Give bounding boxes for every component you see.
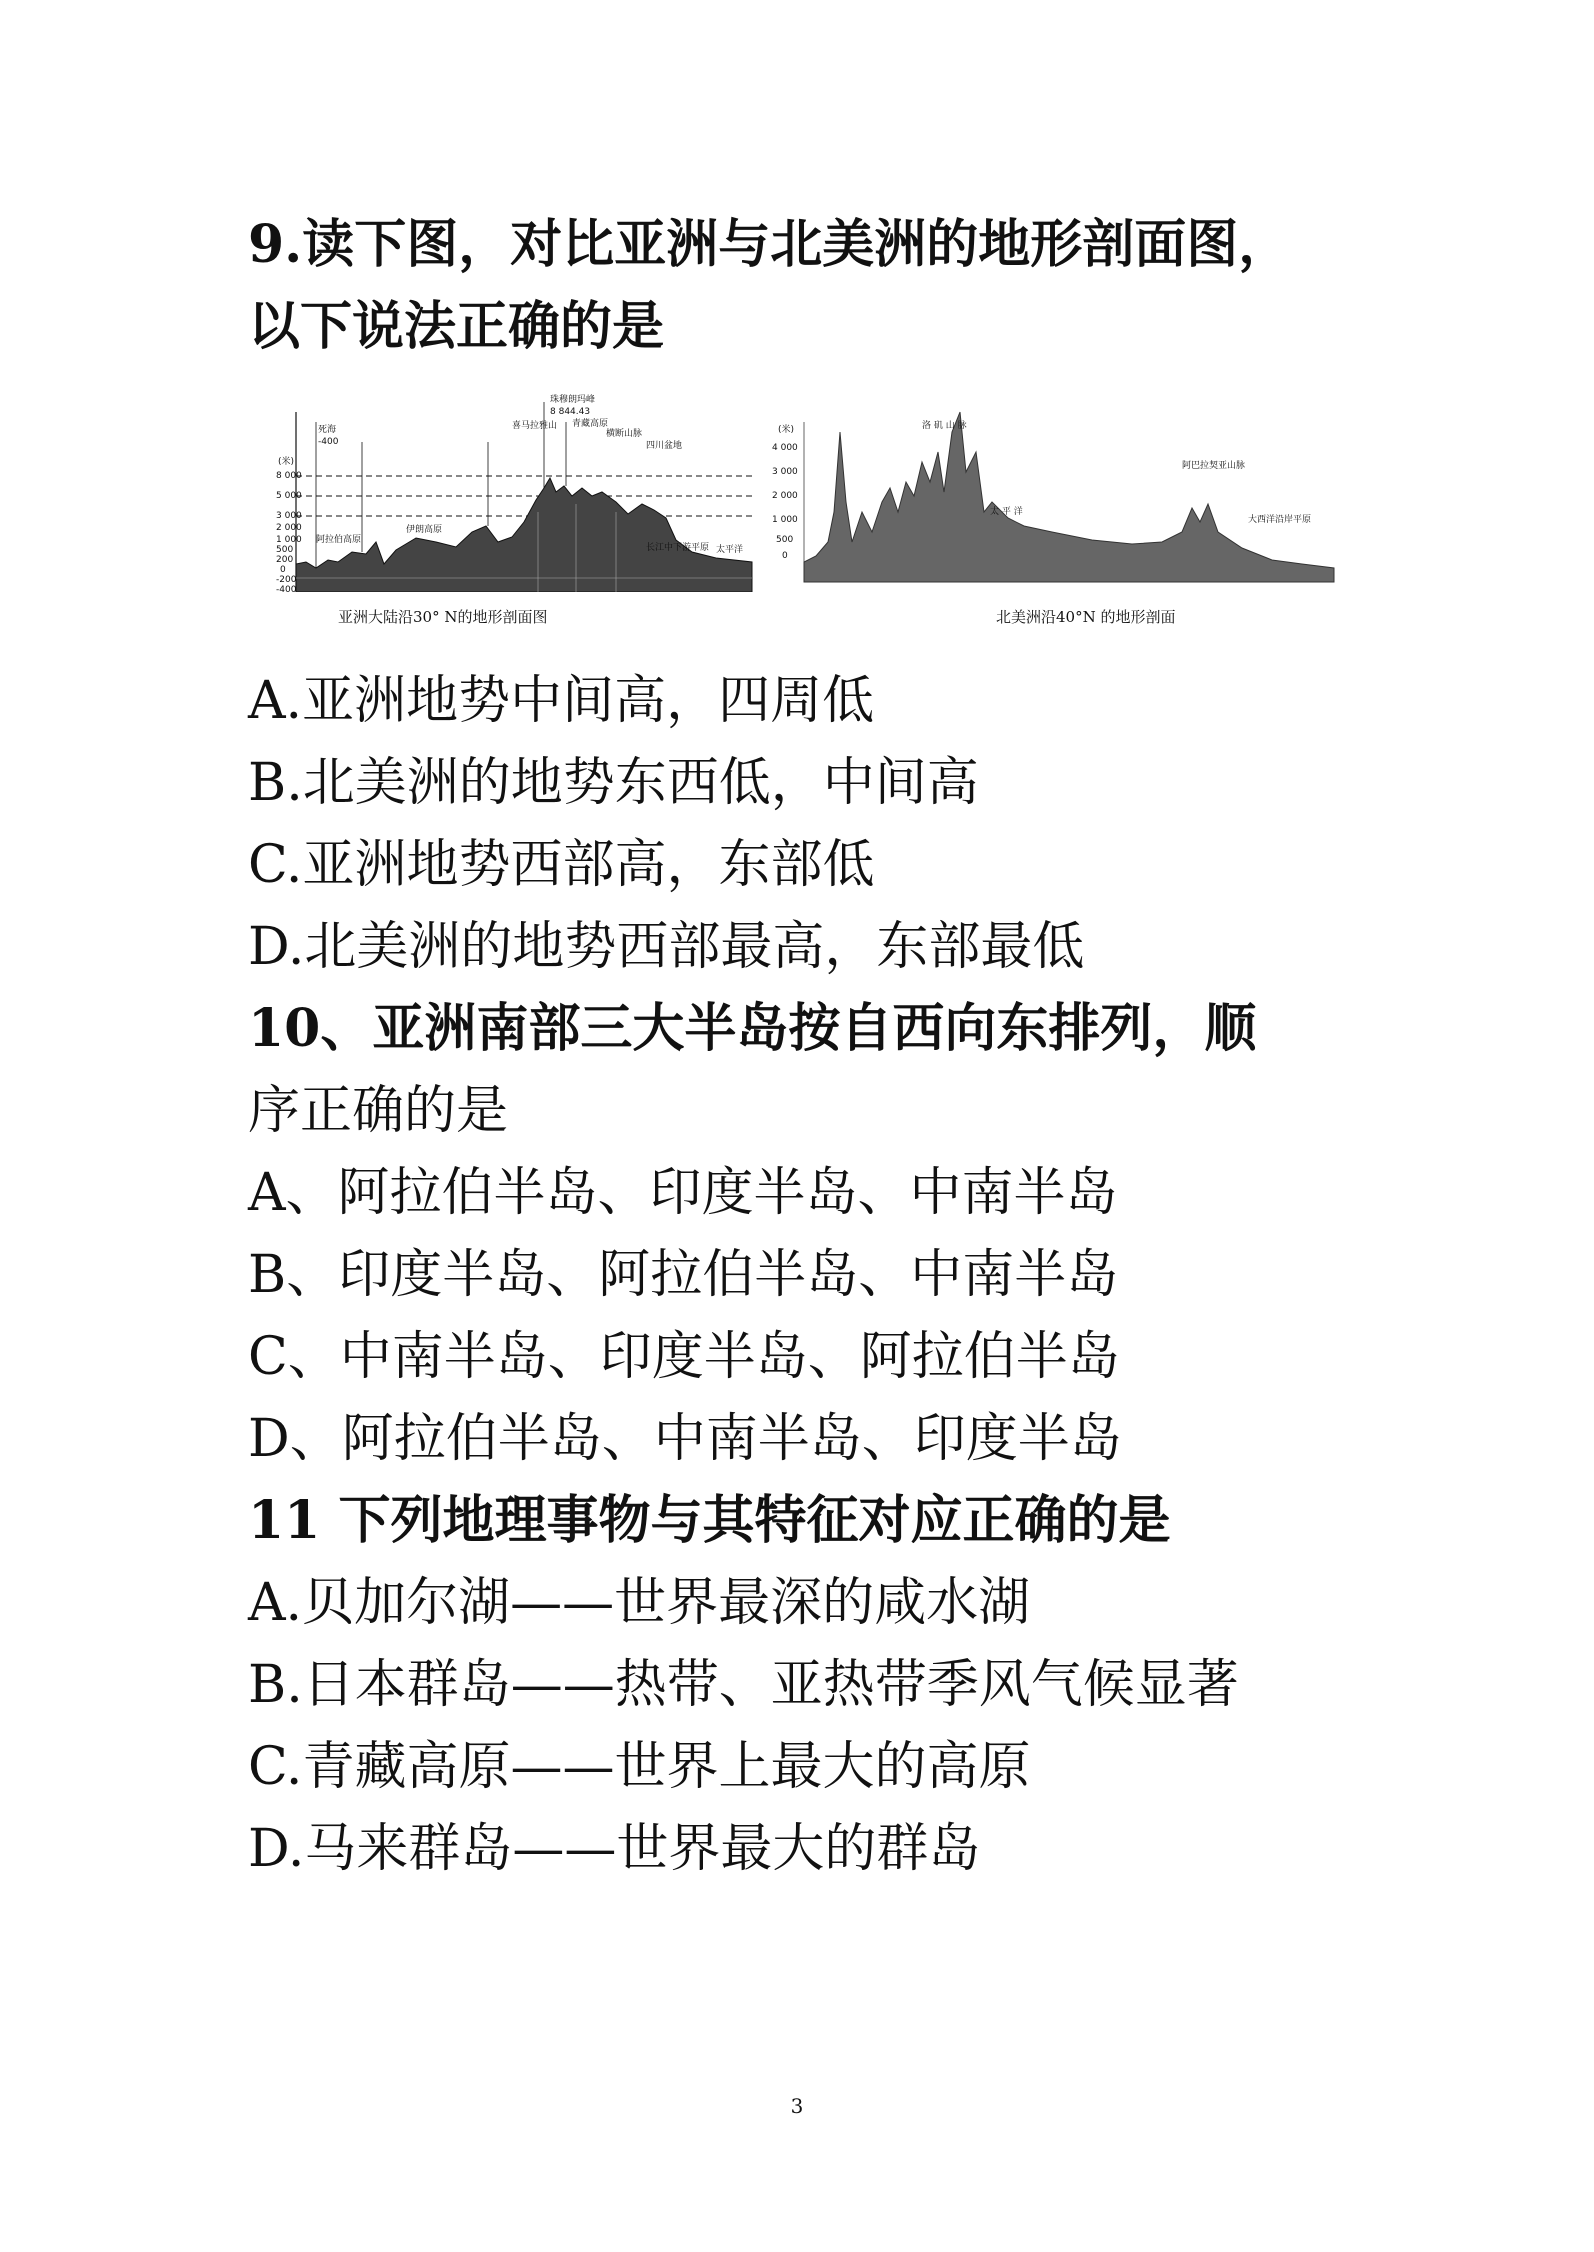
q10-title-line1: 10、亚洲南部三大半岛按自西向东排列，顺 (248, 998, 1257, 1059)
north-america-profile-svg (772, 392, 1342, 592)
asia-label-pacific: 太平洋 (716, 545, 744, 555)
asia-tick-unit: (米) (278, 457, 295, 467)
asia-label-iranian-plateau: 伊朗高原 (406, 525, 443, 535)
q9-title-line2: 以下说法正确的是 (248, 296, 665, 357)
asia-tick-2000: 2 000 (276, 523, 302, 533)
asia-label-dead-sea-depth: -400 (318, 437, 339, 447)
asia-label-everest-height: 8 844.43 (550, 407, 591, 417)
asia-label-everest: 珠穆朗玛峰 (550, 395, 596, 405)
na-label-pacific: 太 平 洋 (990, 507, 1023, 517)
asia-label-arabian-plateau: 阿拉伯高原 (316, 535, 362, 545)
na-label-atlantic-plain: 大西洋沿岸平原 (1248, 515, 1312, 525)
na-tick-2000: 2 000 (772, 491, 798, 501)
na-tick-4000: 4 000 (772, 443, 798, 453)
q11-option-c: C.青藏高原——世界上最大的高原 (248, 1737, 1031, 1797)
asia-label-yangtze-plain: 长江中下游平原 (646, 543, 710, 553)
asia-tick-200: 200 (276, 555, 294, 565)
q10-option-c: C、中南半岛、印度半岛、阿拉伯半岛 (248, 1327, 1120, 1387)
q11-option-d: D.马来群岛——世界最大的群岛 (248, 1819, 981, 1879)
asia-label-dead-sea: 死海 (318, 425, 337, 435)
q11-option-b: B.日本群岛——热带、亚热带季风气候显著 (248, 1655, 1239, 1715)
na-label-appalachian: 阿巴拉契亚山脉 (1182, 461, 1246, 471)
asia-profile-caption: 亚洲大陆沿30° N的地形剖面图 (338, 608, 548, 626)
q10-title-line2: 序正确的是 (248, 1081, 509, 1141)
asia-tick-500: 500 (276, 545, 294, 555)
q9-title-line1: 9.读下图，对比亚洲与北美洲的地形剖面图， (248, 214, 1291, 275)
na-tick-0: 0 (782, 551, 788, 561)
asia-tick-minus200: -200 (276, 575, 297, 585)
na-tick-unit: (米) (778, 425, 795, 435)
q9-option-a: A.亚洲地势中间高，四周低 (248, 671, 875, 731)
asia-tick-1000: 1 000 (276, 535, 302, 545)
q9-option-c: C.亚洲地势西部高，东部低 (248, 835, 875, 895)
asia-tick-3000: 3 000 (276, 511, 302, 521)
asia-tick-0: 0 (280, 565, 286, 575)
q9-option-b: B.北美洲的地势东西低，中间高 (248, 753, 979, 813)
north-america-profile-caption: 北美洲沿40°N 的地形剖面 (996, 608, 1176, 626)
na-label-rocky: 洛 矶 山 脉 (922, 421, 967, 431)
asia-label-hengduan: 横断山脉 (606, 429, 643, 439)
asia-tick-8000: 8 000 (276, 471, 302, 481)
q10-option-a: A、阿拉伯半岛、印度半岛、中南半岛 (248, 1163, 1118, 1223)
q9-option-d: D.北美洲的地势西部最高，东部最低 (248, 917, 1085, 977)
page-number: 3 (790, 2094, 804, 2118)
asia-label-sichuan-basin: 四川盆地 (646, 441, 683, 451)
north-america-profile-figure (772, 392, 1342, 632)
q11-option-a: A.贝加尔湖——世界最深的咸水湖 (248, 1573, 1031, 1633)
asia-tick-5000: 5 000 (276, 491, 302, 501)
q11-title: 11 下列地理事物与其特征对应正确的是 (248, 1490, 1171, 1551)
q10-option-b: B、印度半岛、阿拉伯半岛、中南半岛 (248, 1245, 1119, 1305)
na-tick-3000: 3 000 (772, 467, 798, 477)
asia-tick-minus400: -400 (276, 585, 297, 592)
asia-label-himalaya: 喜马拉雅山 (512, 421, 558, 431)
asia-label-qinghai-tibet: 青藏高原 (572, 419, 609, 429)
q10-option-d: D、阿拉伯半岛、中南半岛、印度半岛 (248, 1409, 1122, 1469)
asia-profile-svg (276, 392, 760, 592)
asia-profile-figure (276, 392, 760, 632)
na-tick-1000: 1 000 (772, 515, 798, 525)
na-tick-500: 500 (776, 535, 794, 545)
